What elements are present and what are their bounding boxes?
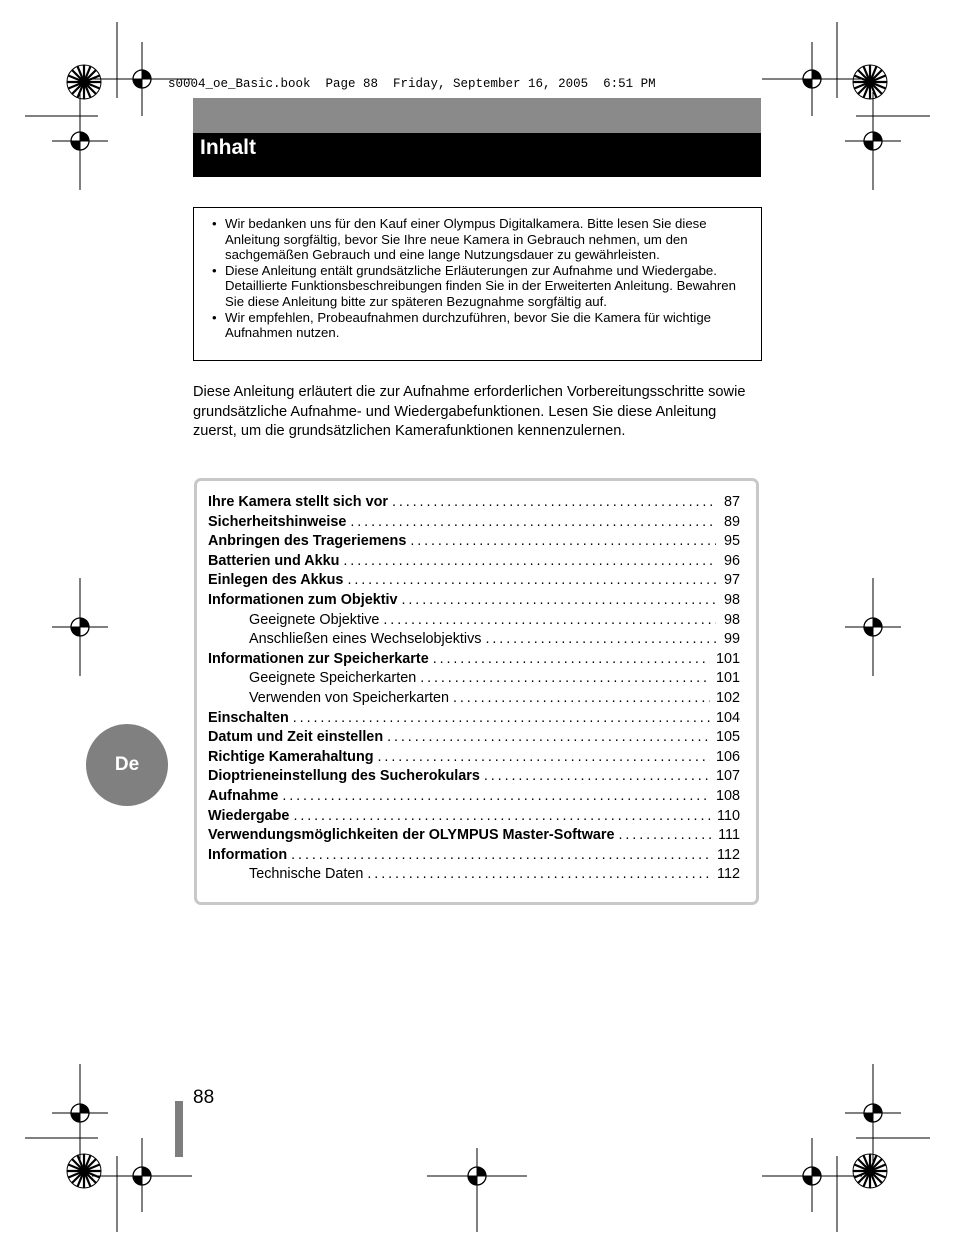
toc-entry-title: Einschalten xyxy=(208,709,289,726)
toc-entry-page: 106 xyxy=(715,748,740,765)
toc-entry-title: Geeignete Speicherkarten xyxy=(249,670,417,687)
toc-entry-title: Aufnahme xyxy=(208,787,279,804)
toc-entry-page: 111 xyxy=(718,827,740,844)
toc-leader-dots xyxy=(291,846,711,866)
notice-box xyxy=(193,207,762,361)
toc-entry[interactable] xyxy=(208,689,740,709)
notice-item: • Wir empfehlen, Probeaufnahmen durchzuführen, bevor Sie die Kamera für wichtige Aufnahmen nutzen. xyxy=(225,310,751,341)
toc-leader-dots xyxy=(402,591,717,611)
toc-entry[interactable] xyxy=(208,826,740,846)
language-badge: De xyxy=(86,724,168,806)
toc-entry-title: Geeignete Objektive xyxy=(249,611,380,628)
toc-entry-page: 89 xyxy=(723,513,740,530)
toc-entry[interactable] xyxy=(208,728,740,748)
toc-entry-title: Wiedergabe xyxy=(208,807,290,824)
print-header: s0004_oe_Basic.book Page 88 Friday, September 16, 2005 6:51 PM xyxy=(168,77,656,91)
toc-entry-title: Batterien und Akku xyxy=(208,552,340,569)
toc-entry-page: 99 xyxy=(723,631,740,648)
toc-entry[interactable] xyxy=(208,571,740,591)
toc-entry[interactable] xyxy=(208,630,740,650)
toc-entry-page: 95 xyxy=(723,533,740,550)
toc-leader-dots xyxy=(619,826,713,846)
toc-entry-title: Anschließen eines Wechselobjektivs xyxy=(249,631,482,648)
toc-entry-page: 108 xyxy=(715,787,740,804)
toc-entry-title: Information xyxy=(208,846,288,863)
toc-leader-dots xyxy=(367,865,711,885)
toc-entry-page: 97 xyxy=(723,572,740,589)
toc-entry[interactable] xyxy=(208,513,740,533)
toc-entry[interactable] xyxy=(208,591,740,611)
notice-item: • Diese Anleitung entält grundsätzliche Erläuterungen zur Aufnahme und Wiedergabe. Detaillierte Funktionsbeschreibungen finden Sie in der Erweiterten Anleitung. Bewahren Sie diese Anleitung bitte zur späteren Bezugnahme sorgfältig auf. xyxy=(225,263,751,310)
toc-entry-page: 112 xyxy=(717,866,740,883)
table-of-contents xyxy=(208,493,740,885)
toc-entry-page: 96 xyxy=(723,552,740,569)
toc-entry-title: Datum und Zeit einstellen xyxy=(208,729,384,746)
toc-leader-dots xyxy=(420,669,710,689)
intro-paragraph: Diese Anleitung erläutert die zur Aufnahme erforderlichen Vorbereitungsschritte sowie grundsätzliche Aufnahme- und Wiedergabefunktionen. Lesen Sie diese Anleitung zuerst, um die grundsätzlichen Kamerafunktionen kennenzulernen. xyxy=(193,384,746,440)
toc-leader-dots xyxy=(453,689,710,709)
toc-entry-page: 101 xyxy=(715,650,740,667)
toc-entry-title: Richtige Kamerahaltung xyxy=(208,748,374,765)
toc-entry-title: Dioptrieneinstellung des Sucherokulars xyxy=(208,768,480,785)
toc-entry[interactable] xyxy=(208,552,740,572)
toc-entry-title: Ihre Kamera stellt sich vor xyxy=(208,494,388,510)
toc-leader-dots xyxy=(293,807,711,827)
toc-leader-dots xyxy=(343,552,716,572)
page-marker-bar xyxy=(175,1101,183,1157)
title-bar xyxy=(193,133,761,177)
toc-entry-page: 87 xyxy=(723,494,740,510)
toc-entry[interactable] xyxy=(208,669,740,689)
toc-entry-page: 110 xyxy=(717,807,740,824)
notice-item: • Wir bedanken uns für den Kauf einer Olympus Digitalkamera. Bitte lesen Sie diese Anleitung sorgfältig, bevor Sie Ihre neue Kamera in Gebrauch nehmen, um den sachgemäßen Gebrauch und eine lange Nutzungsdauer zu gewährleisten. xyxy=(225,216,751,263)
toc-entry[interactable] xyxy=(208,709,740,729)
toc-entry[interactable] xyxy=(208,611,740,631)
toc-entry-title: Einlegen des Akkus xyxy=(208,572,344,589)
toc-leader-dots xyxy=(383,611,716,631)
toc-entry[interactable] xyxy=(208,807,740,827)
toc-entry-title: Informationen zur Speicherkarte xyxy=(208,650,429,667)
toc-leader-dots xyxy=(392,493,716,513)
toc-entry-page: 98 xyxy=(723,611,740,628)
toc-leader-dots xyxy=(282,787,710,807)
toc-entry-title: Verwendungsmöglichkeiten der OLYMPUS Master-Software xyxy=(208,827,615,844)
toc-leader-dots xyxy=(486,630,717,650)
toc-leader-dots xyxy=(410,532,716,552)
toc-entry[interactable] xyxy=(208,846,740,866)
toc-entry-title: Technische Daten xyxy=(249,866,364,883)
toc-leader-dots xyxy=(293,709,710,729)
toc-leader-dots xyxy=(378,748,710,768)
page-number: 88 xyxy=(193,1087,215,1108)
toc-entry[interactable] xyxy=(208,493,740,513)
toc-entry-page: 112 xyxy=(717,846,740,863)
toc-entry-page: 105 xyxy=(715,729,740,746)
toc-entry-page: 101 xyxy=(715,670,740,687)
toc-leader-dots xyxy=(433,650,710,670)
toc-leader-dots xyxy=(387,728,710,748)
toc-leader-dots xyxy=(484,767,710,787)
toc-entry-page: 98 xyxy=(723,591,740,608)
toc-entry-page: 107 xyxy=(715,768,740,785)
toc-entry-title: Anbringen des Trageriemens xyxy=(208,533,407,550)
toc-leader-dots xyxy=(350,513,716,533)
toc-entry[interactable] xyxy=(208,532,740,552)
toc-entry-title: Informationen zum Objektiv xyxy=(208,591,398,608)
toc-entry-title: Sicherheitshinweise xyxy=(208,513,347,530)
toc-entry-page: 104 xyxy=(715,709,740,726)
toc-entry-page: 102 xyxy=(715,689,740,706)
toc-leader-dots xyxy=(347,571,716,591)
page-title: Inhalt xyxy=(200,136,256,159)
toc-entry[interactable] xyxy=(208,787,740,807)
toc-entry[interactable] xyxy=(208,865,740,885)
title-bar-top xyxy=(193,98,761,133)
toc-entry-title: Verwenden von Speicherkarten xyxy=(249,689,449,706)
toc-entry[interactable] xyxy=(208,650,740,670)
toc-entry[interactable] xyxy=(208,748,740,768)
toc-entry[interactable] xyxy=(208,767,740,787)
